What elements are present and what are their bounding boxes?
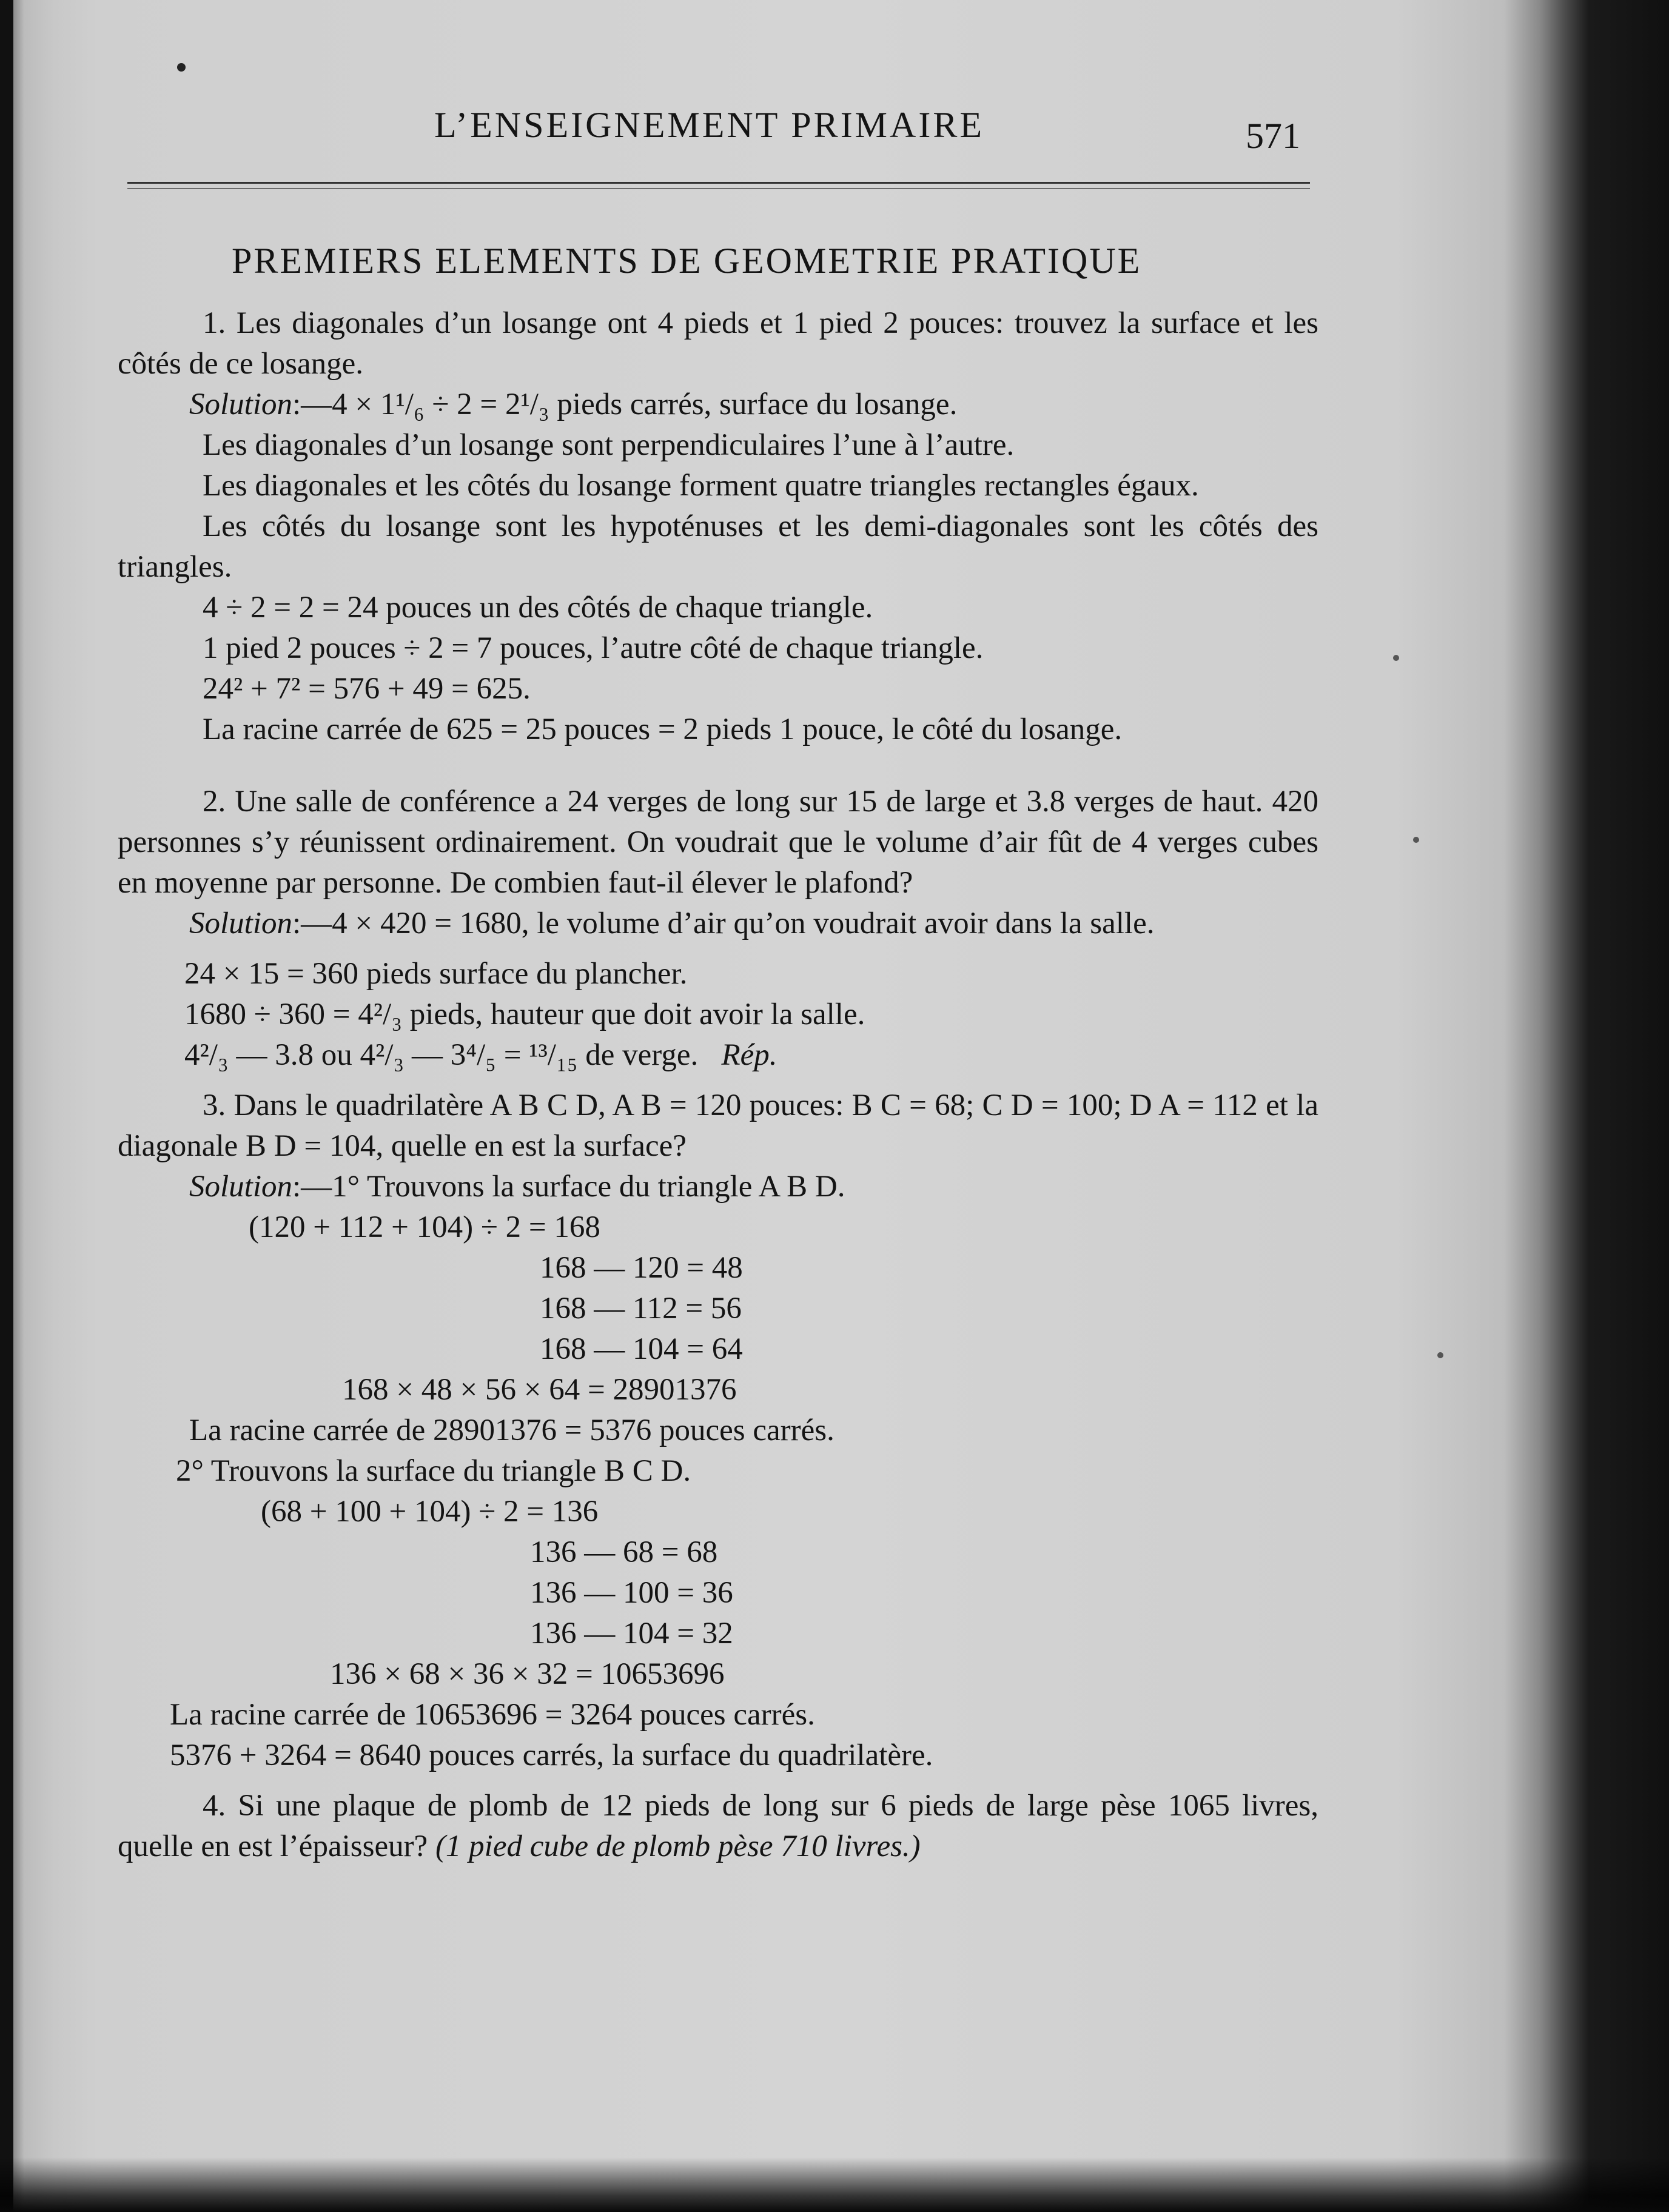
problem-2-line: 4²/₃ — 3.8 ou 4²/₃ — 3⁴/₅ = ¹³/₁₅ de verge. Rép. (184, 1038, 777, 1072)
speck (1413, 837, 1419, 843)
calc-line: (68 + 100 + 104) ÷ 2 = 136 (261, 1495, 599, 1529)
problem-3-line: 5376 + 3264 = 8640 pouces carrés, la surface du quadrilatère. (170, 1738, 933, 1772)
calc-line: 168 — 104 = 64 (540, 1332, 743, 1366)
problem-4-note: (1 pied cube de plomb pèse 710 livres.) (435, 1829, 921, 1863)
problem-4-statement: 4. Si une plaque de plomb de 12 pieds de long sur 6 pieds de large pèse 1065 livres, quelle en est l’épaisseur? (1 pied cube de plomb pèse 710 livres.) (118, 1789, 1318, 1863)
problem-1-line: Les côtés du losange sont les hypoténuses et les demi-diagonales sont les côtés des triangles. (118, 509, 1318, 584)
problem-1-line: 24² + 7² = 576 + 49 = 625. (203, 672, 531, 706)
answer-label: Rép. (721, 1038, 777, 1072)
problem-3-line: La racine carrée de 10653696 = 3264 pouces carrés. (170, 1698, 815, 1732)
solution-label: Solution (189, 387, 293, 421)
calc-line: 168 — 120 = 48 (540, 1251, 743, 1285)
problem-3-statement: 3. Dans le quadrilatère A B C D, A B = 120 pouces: B C = 68; C D = 100; D A = 112 et la diagonale B D = 104, quelle en est la surface? (118, 1088, 1318, 1163)
ink-dot (177, 63, 186, 72)
page-header (121, 101, 1328, 173)
problem-1-line: 1 pied 2 pouces ÷ 2 = 7 pouces, l’autre côté de chaque triangle. (203, 631, 984, 665)
problem-1-statement: 1. Les diagonales d’un losange ont 4 pieds et 1 pied 2 pouces: trouvez la surface et les côtés de ce losange. (118, 306, 1318, 381)
problem-3-solution: Solution:—1° Trouvons la surface du triangle A B D. (189, 1170, 845, 1204)
calc-line: 168 — 112 = 56 (540, 1292, 742, 1326)
calc-line: 136 × 68 × 36 × 32 = 10653696 (330, 1657, 725, 1691)
calc-line: 168 × 48 × 56 × 64 = 28901376 (342, 1373, 737, 1407)
speck (1437, 1352, 1443, 1358)
binding-edge (0, 0, 13, 2212)
problem-1-line: La racine carrée de 625 = 25 pouces = 2 pieds 1 pouce, le côté du losange. (203, 712, 1123, 746)
problem-3-line: 2° Trouvons la surface du triangle B C D. (176, 1454, 691, 1488)
problem-1-solution: Solution:—4 × 1¹/₆ ÷ 2 = 2¹/₃ pieds carrés, surface du losange. (189, 387, 958, 421)
problem-2-solution: Solution:—4 × 420 = 1680, le volume d’air qu’on voudrait avoir dans la salle. (189, 907, 1155, 940)
speck (1393, 655, 1399, 661)
header-rule-thin (127, 188, 1310, 189)
section-title: PREMIERS ELEMENTS DE GEOMETRIE PRATIQUE (232, 241, 1142, 281)
problem-1-line: Les diagonales d’un losange sont perpendiculaires l’une à l’autre. (203, 428, 1015, 462)
problem-1-line: 4 ÷ 2 = 2 = 24 pouces un des côtés de chaque triangle. (203, 591, 873, 625)
calc-line: 136 — 104 = 32 (530, 1617, 733, 1651)
problem-2-line: 1680 ÷ 360 = 4²/₃ pieds, hauteur que doit avoir la salle. (184, 997, 865, 1031)
header-rule (127, 182, 1310, 184)
problem-3-line: La racine carrée de 28901376 = 5376 pouces carrés. (189, 1413, 834, 1447)
calc-line: 136 — 100 = 36 (530, 1576, 733, 1610)
problems (118, 303, 1318, 1867)
problem-2-statement: 2. Une salle de conférence a 24 verges de long sur 15 de large et 3.8 verges de haut. 420 personnes s’y réunissent ordinairement. On voudrait que le volume d’air fût de 4 verges cubes en moyenne par personne. De combien faut-il élever le plafond? (118, 785, 1318, 900)
problem-1-line: Les diagonales et les côtés du losange forment quatre triangles rectangles égaux. (203, 469, 1199, 503)
running-title: L’ENSEIGNEMENT PRIMAIRE (434, 105, 985, 145)
calc-line: (120 + 112 + 104) ÷ 2 = 168 (249, 1210, 600, 1244)
problem-2-line: 24 × 15 = 360 pieds surface du plancher. (184, 957, 688, 991)
solution-label: Solution (189, 907, 293, 940)
page-number: 571 (1246, 116, 1300, 156)
calc-line: 136 — 68 = 68 (530, 1535, 718, 1569)
solution-label: Solution (189, 1170, 293, 1204)
